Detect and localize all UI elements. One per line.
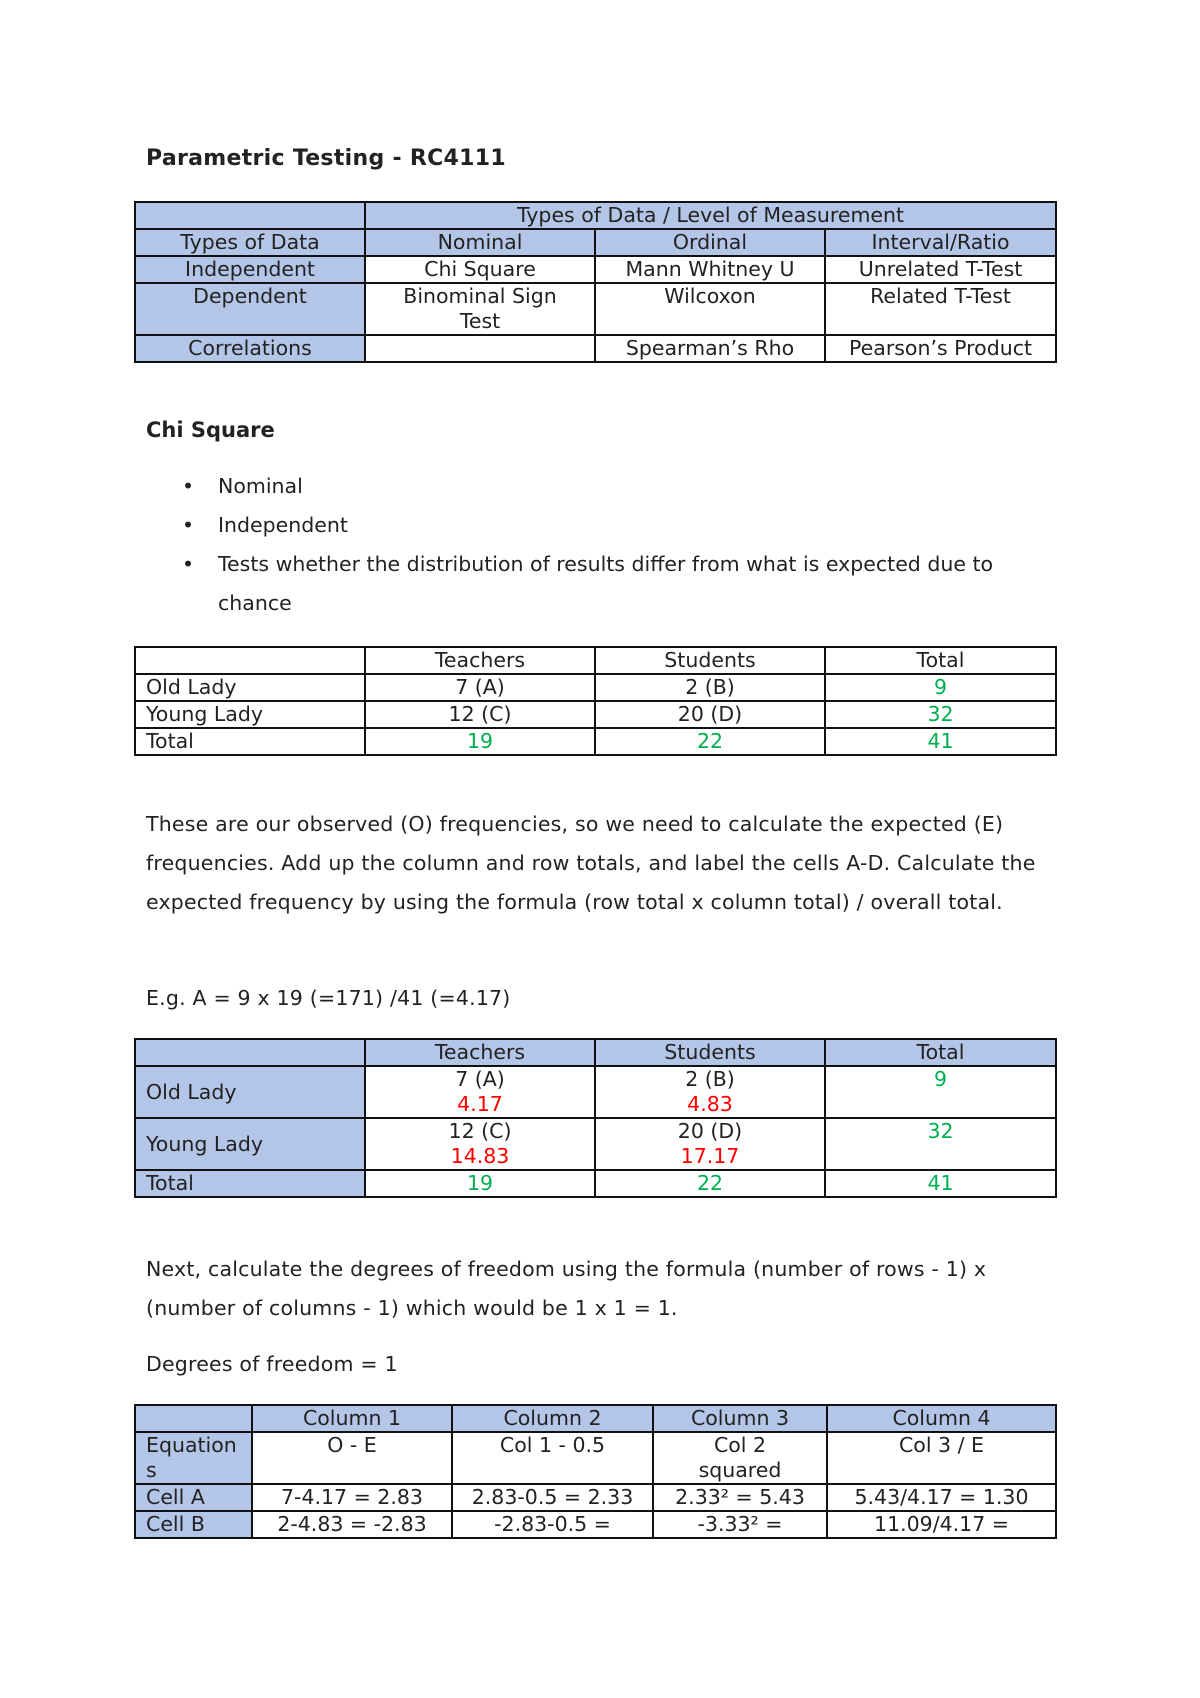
table-header: Total [825,647,1056,674]
table-cell [365,1066,595,1118]
table-cell: 2.33² = 5.43 [653,1484,827,1511]
table-row [135,1405,1056,1432]
list-item: • Tests whether the distribution of results differ from what is expected due to chance [146,545,1046,623]
observed-frequencies-table [134,646,1057,756]
total-cell: 19 [365,728,595,755]
table-row [135,256,1056,283]
table-header: Interval/Ratio [825,229,1056,256]
total-cell: 19 [365,1170,595,1197]
table-row [135,1432,1056,1484]
table-cell: -3.33² = [653,1511,827,1538]
chi-square-calculation-table [134,1404,1057,1539]
table-header: Ordinal [595,229,825,256]
table-header: Column 2 [452,1405,653,1432]
example-formula: E.g. A = 9 x 19 (=171) /41 (=4.17) [146,986,511,1010]
table-cell [135,1039,365,1066]
table-cell: 11.09/4.17 = [827,1511,1056,1538]
expected-value: 17.17 [680,1144,740,1168]
table-cell: Binominal Sign Test [365,283,595,335]
table-row [135,335,1056,362]
table-header: Column 3 [653,1405,827,1432]
table-cell: Related T-Test [825,283,1056,335]
observed-value: 12 (C) [448,1119,512,1143]
table-cell: 2.83-0.5 = 2.33 [452,1484,653,1511]
table-cell: 2-4.83 = -2.83 [252,1511,452,1538]
observed-value: 20 (D) [677,1119,743,1143]
expected-value: 14.83 [450,1144,510,1168]
degrees-of-freedom-paragraph: Next, calculate the degrees of freedom using the formula (number of rows - 1) x (number of columns - 1) which would be 1 x 1 = 1. [146,1257,987,1320]
row-label: Total [135,728,365,755]
table-cell [135,202,365,229]
table-cell: 2 (B) [595,674,825,701]
table-cell [365,1118,595,1170]
degrees-of-freedom-result: Degrees of freedom = 1 [146,1352,398,1376]
table-header: Column 1 [252,1405,452,1432]
observed-value: 2 (B) [685,1067,735,1091]
table-row [135,1039,1056,1066]
expected-frequencies-table [134,1038,1057,1198]
total-cell: 32 [825,701,1056,728]
table-cell: 7-4.17 = 2.83 [252,1484,452,1511]
table-header: Total [825,1039,1056,1066]
row-label: Equations [135,1432,252,1484]
explanation-paragraph: These are our observed (O) frequencies, so we need to calculate the expected (E) frequencies. Add up the column and row totals, and label the cells A-D. Calculate the expected frequency by using the formula (row total x column total) / overall total. [146,812,1036,914]
expected-value: 4.83 [687,1092,733,1116]
table-row [135,1484,1056,1511]
table-row [135,1118,1056,1170]
table-cell: O - E [252,1432,452,1484]
table-cell: Pearson’s Product [825,335,1056,362]
table-cell: 12 (C) [365,701,595,728]
bullet-list [146,467,1046,623]
table-cell: Col 3 / E [827,1432,1056,1484]
table-row [135,674,1056,701]
total-cell: 32 [825,1118,1056,1170]
table-header: Teachers [365,1039,595,1066]
table-cell [135,647,365,674]
table-cell: 7 (A) [365,674,595,701]
table-row [135,728,1056,755]
table-header: Students [595,647,825,674]
table-cell [595,1066,825,1118]
total-cell: 9 [825,674,1056,701]
table-cell [135,1405,252,1432]
table-row [135,1511,1056,1538]
table-header: Students [595,1039,825,1066]
row-label: Cell A [135,1484,252,1511]
expected-value: 4.17 [457,1092,503,1116]
table-row [135,1066,1056,1118]
table-cell: Col 1 - 0.5 [452,1432,653,1484]
observed-value: 7 (A) [455,1067,505,1091]
table-row [135,1170,1056,1197]
table-cell: Unrelated T-Test [825,256,1056,283]
table-cell: 5.43/4.17 = 1.30 [827,1484,1056,1511]
row-label: Old Lady [135,674,365,701]
table-row [135,647,1056,674]
table-row [135,202,1056,229]
table-cell: Spearman’s Rho [595,335,825,362]
list-item: • Nominal [146,467,1046,506]
table-row [135,229,1056,256]
row-label: Independent [135,256,365,283]
list-item: • Independent [146,506,1046,545]
row-label: Correlations [135,335,365,362]
table-row [135,283,1056,335]
table-cell: -2.83-0.5 = [452,1511,653,1538]
row-label: Young Lady [135,701,365,728]
row-label: Old Lady [135,1066,365,1118]
row-label: Dependent [135,283,365,335]
table-header: Teachers [365,647,595,674]
table-header: Types of Data / Level of Measurement [365,202,1056,229]
page-title: Parametric Testing - RC4111 [146,146,506,171]
total-cell: 9 [825,1066,1056,1118]
table-cell [365,335,595,362]
types-of-data-table [134,201,1057,363]
table-row [135,701,1056,728]
table-cell: Col 2 squared [653,1432,827,1484]
table-header: Column 4 [827,1405,1056,1432]
total-cell: 41 [825,1170,1056,1197]
table-header: Types of Data [135,229,365,256]
table-header: Nominal [365,229,595,256]
table-cell: Mann Whitney U [595,256,825,283]
total-cell: 22 [595,728,825,755]
section-heading: Chi Square [146,418,275,442]
row-label: Young Lady [135,1118,365,1170]
total-cell: 22 [595,1170,825,1197]
table-cell: 20 (D) [595,701,825,728]
row-label: Total [135,1170,365,1197]
total-cell: 41 [825,728,1056,755]
table-cell: Wilcoxon [595,283,825,335]
row-label: Cell B [135,1511,252,1538]
table-cell: Chi Square [365,256,595,283]
table-cell [595,1118,825,1170]
